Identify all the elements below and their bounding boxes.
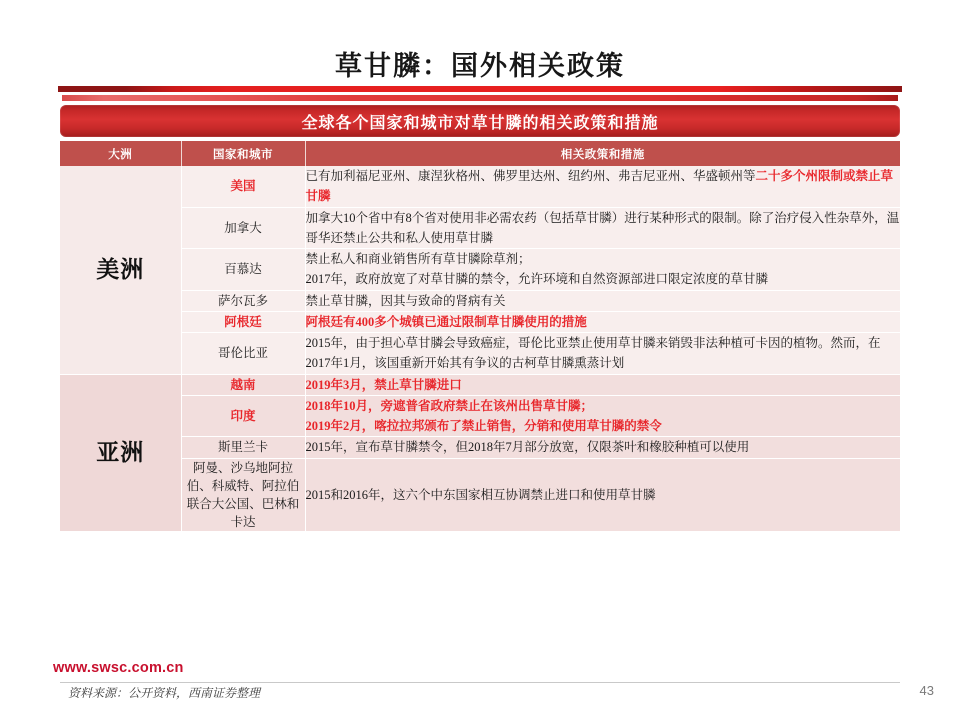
country-label: 斯里兰卡 xyxy=(217,440,268,455)
country-label: 加拿大 xyxy=(224,220,262,235)
country-cell xyxy=(181,166,305,207)
country-label: 印度 xyxy=(230,408,256,423)
policy-text: 禁止草甘膦，因其与致命的肾病有关 xyxy=(305,293,506,308)
country-cell xyxy=(181,458,305,531)
policy-cell xyxy=(305,249,900,291)
table-row xyxy=(60,311,900,332)
table-row xyxy=(60,395,900,437)
country-cell xyxy=(181,333,305,375)
table-row xyxy=(60,290,900,311)
country-cell xyxy=(181,395,305,437)
column-header-continent: 大洲 xyxy=(60,141,181,166)
policy-cell xyxy=(305,395,900,437)
country-label: 百慕达 xyxy=(224,262,262,277)
policy-cell xyxy=(305,207,900,249)
country-label: 阿根廷 xyxy=(224,314,262,329)
divider-bar-lower xyxy=(62,95,898,101)
policy-cell xyxy=(305,333,900,375)
policy-cell xyxy=(305,458,900,531)
column-header-policy: 相关政策和措施 xyxy=(305,141,900,166)
country-label: 哥伦比亚 xyxy=(217,346,268,361)
policy-text-highlight: 二十多个州限制或禁止草甘膦 xyxy=(305,169,894,204)
table-row xyxy=(60,207,900,249)
table-header-row xyxy=(60,141,900,166)
divider-bar-upper xyxy=(58,86,902,92)
table-row xyxy=(60,249,900,291)
title-divider-bars xyxy=(0,86,960,104)
policy-cell xyxy=(305,166,900,207)
country-label: 越南 xyxy=(230,377,256,392)
policy-text-highlight: 阿根廷有400多个城镇已通过限制草甘膦使用的措施 xyxy=(305,314,587,329)
table-banner-label: 全球各个国家和城市对草甘膦的相关政策和措施 xyxy=(301,114,659,132)
table-row xyxy=(60,333,900,375)
country-cell xyxy=(181,311,305,332)
policy-text: 禁止私人和商业销售所有草甘膦除草剂； xyxy=(305,252,531,266)
policy-text: 加拿大10个省中有8个省对使用非必需农药（包括草甘膦）进行某种形式的限制。除了治疗侵入性杂草外，温哥华还禁止公共和私人使用草甘膦 xyxy=(305,210,900,245)
table-row xyxy=(60,166,900,207)
policy-text: 2017年，政府放宽了对草甘膦的禁令，允许环境和自然资源部进口限定浓度的草甘膦 xyxy=(305,272,769,287)
policy-cell xyxy=(305,290,900,311)
footer-source-note: 资料来源：公开资料，西南证券整理 xyxy=(68,686,261,700)
policy-text: 已有加利福尼亚州、康涅狄格州、佛罗里达州、纽约州、弗吉尼亚州、华盛顿州等 xyxy=(305,169,756,183)
page-title: 草甘膦：国外相关政策 xyxy=(335,51,625,81)
page-number: 43 xyxy=(919,683,934,698)
footer-divider xyxy=(60,682,900,683)
footer-website-link[interactable]: www.swsc.com.cn xyxy=(53,660,192,676)
policy-table xyxy=(60,141,900,532)
policy-table-body xyxy=(60,166,900,531)
policy-text: 2015年，宣布草甘膦禁令，但2018年7月部分放宽，仅限茶叶和橡胶种植可以使用 xyxy=(305,440,750,455)
country-cell xyxy=(181,249,305,291)
policy-text-highlight: 2018年10月，旁遮普省政府禁止在该州出售草甘膦； xyxy=(305,398,594,413)
continent-cell: 美洲 xyxy=(60,166,181,374)
table-row xyxy=(60,437,900,458)
table-row xyxy=(60,458,900,531)
table-row xyxy=(60,374,900,395)
table-banner xyxy=(60,105,900,137)
policy-text-highlight: 2019年3月，禁止草甘膦进口 xyxy=(305,377,462,392)
country-label: 萨尔瓦多 xyxy=(217,293,268,308)
policy-cell xyxy=(305,311,900,332)
country-cell xyxy=(181,290,305,311)
policy-cell xyxy=(305,374,900,395)
column-header-country: 国家和城市 xyxy=(181,141,305,166)
policy-text: 2015和2016年，这六个中东国家相互协调禁止进口和使用草甘膦 xyxy=(305,487,656,502)
policy-text: 2015年，由于担心草甘膦会导致癌症，哥伦比亚禁止使用草甘膦来销毁非法种植可卡因的植物。然而，在2017年1月，该国重新开始其有争议的古柯草甘膦熏蒸计划 xyxy=(305,336,881,371)
policy-cell xyxy=(305,437,900,458)
country-label: 阿曼、沙乌地阿拉伯、科威特、阿拉伯联合大公国、巴林和卡达 xyxy=(186,460,300,529)
policy-text-highlight: 2019年2月，喀拉拉邦颁布了禁止销售，分销和使用草甘膦的禁令 xyxy=(305,419,662,433)
country-label: 美国 xyxy=(230,179,256,194)
continent-cell: 亚洲 xyxy=(60,374,181,531)
country-cell xyxy=(181,437,305,458)
country-cell xyxy=(181,207,305,249)
country-cell xyxy=(181,374,305,395)
